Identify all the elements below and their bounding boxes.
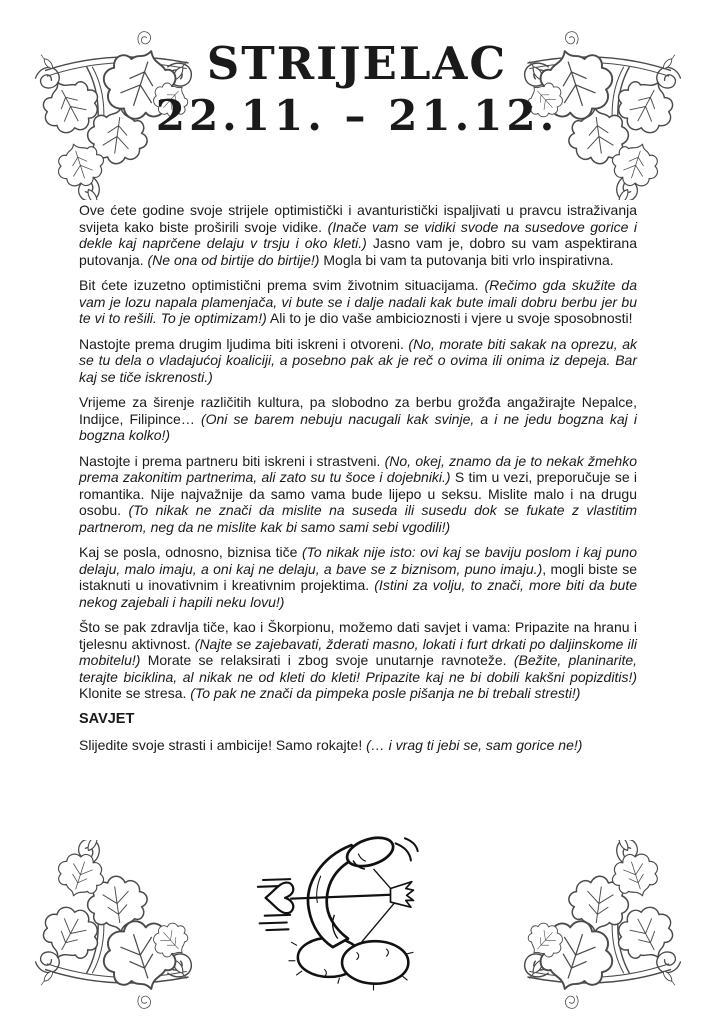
- horoscope-text: Bit ćete izuzetno optimistični prema svim životnim situacijama.: [79, 277, 485, 294]
- horoscope-text: , mogli biste se istaknuti u inovativnim i kreativnim projektima.: [79, 560, 638, 594]
- horoscope-text: Klonite se stresa.: [79, 685, 191, 702]
- advice-text: [79, 737, 637, 754]
- horoscope-text: Ove ćete godine svoje strijele optimistički i avanturistički ispaljivati u pravcu istraživanja svijeta kako biste proširili svoje vidike.: [79, 202, 637, 235]
- date-range: 22.11. – 21.12.: [155, 91, 559, 141]
- dialect-aside-text: (… i vrag ti jebi se, sam gorice ne!): [366, 737, 583, 754]
- dialect-aside-text: (No, okej, znamo da je to nekak žmehko prema zakonitim partnerima, ali zato su tu šoce i dojebniki.): [79, 452, 637, 486]
- dialect-aside-text: (Najte se zajebavati, žderati masno, lokati i furt drkati po daljinskome ili mobitelu!): [79, 635, 637, 669]
- grapevine-ornament-bottom-right-icon: [518, 840, 688, 1012]
- horoscope-text: Nastojte prema drugim ljudima biti iskreni i otvoreni.: [79, 335, 409, 352]
- dialect-aside-text: (Istini za volju, to znači, more biti da bute nekog zajebali i hapili neku lovu!): [79, 577, 637, 610]
- horoscope-text: Vrijeme za širenje različitih kultura, pa slobodno za berbu grožđa angažirajte Nepalce, Indijce, Filipince…: [79, 394, 637, 427]
- paragraph: [79, 336, 637, 386]
- horoscope-text: Morate se relaksirati i zbog svoje unutarnje ravnoteže.: [140, 652, 514, 669]
- paragraph: [79, 277, 637, 327]
- horoscope-text: Ali to je dio vaše ambicioznosti i vjere u svoje sposobnosti!: [266, 310, 633, 327]
- horoscope-text: Mogla bi vam ta putovanja biti vrlo inspirativna.: [319, 251, 614, 268]
- paragraph: [79, 544, 637, 610]
- dialect-aside-text: (Ne ona od birtije do birtije!): [147, 251, 320, 268]
- paragraph: [79, 202, 637, 268]
- horoscope-text: Što se pak zdravlja tiče, kao i Škorpionu, možemo dati savjet i vama: Pripazite na hranu i tjelesnu aktivnost.: [79, 619, 637, 652]
- horoscope-text: S tim u vezi, preporučuje se i romantika. Nije najvažnije da samo vama bude lijepo u seksu. Mislite malo i na drugu osobu.: [79, 469, 637, 519]
- dialect-aside-text: (No, morate biti sakak na oprezu, ak se tu dela o vladajućoj koaliciji, a posebno pak ak je reč o ovima ili onima iz depeja. Bar kaj se tiče iskrenosti.): [79, 335, 637, 385]
- advice-heading: SAVJET: [79, 710, 135, 727]
- paragraph: [79, 394, 637, 444]
- paragraph: [79, 619, 637, 702]
- dialect-aside-text: (To nikak ne znači da mislite na suseda ili susedu dok se fukate z vlastitim partnerom, neg da ne mislite kak bi samo sami sebi vgodili!): [79, 502, 637, 535]
- dialect-aside-text: (To nikak nije isto: ovi kaj se baviju poslom i kaj puno delaju, malo imaju, a oni kaj ne delaju, a bave se z biznisom, puno imaju.): [79, 544, 637, 577]
- dialect-aside-text: (Rečimo gda skužite da vam je lozu napala plamenjača, vi bute se i dalje nadali kak bute imali dobru berbu jer bu te vi to rešili. To je optimizam!): [79, 277, 637, 327]
- page-header: [0, 37, 714, 141]
- dialect-aside-text: (Inače vam se vidiki svode na susedove gorice i dekle kaj naprčene delaju v trsju i oko kleti.): [79, 218, 637, 252]
- horoscope-body-text: [79, 202, 637, 763]
- grapevine-ornament-bottom-left-icon: [28, 840, 198, 1012]
- dialect-aside-text: (To pak ne znači da pimpeka posle pišanja ne bi trebali stresti!): [190, 685, 581, 702]
- horoscope-text: Jasno vam je, dobro su vam aspektirana putovanja.: [79, 235, 637, 268]
- cupid-bow-heart-arrow-illustration-icon: [246, 831, 450, 997]
- page-title: STRIJELAC: [206, 37, 508, 90]
- horoscope-text: Nastojte i prema partneru biti iskreni i strastveni.: [79, 452, 385, 469]
- paragraph: [79, 453, 637, 536]
- dialect-aside-text: (Bežite, planinarite, terajte biciklina, al nikak ne od kleti do kleti! Pripazite kaj ne bi dobili kakšni popizditis!): [79, 652, 638, 685]
- horoscope-text: Slijedite svoje strasti i ambicije! Samo rokajte!: [79, 737, 367, 754]
- horoscope-text: Kaj se posla, odnosno, biznisa tiče: [79, 544, 302, 561]
- dialect-aside-text: (Oni se barem nebuju nacugali kak svinje, a i ne jedu bogzna kaj i bogzna kolko!): [79, 410, 637, 444]
